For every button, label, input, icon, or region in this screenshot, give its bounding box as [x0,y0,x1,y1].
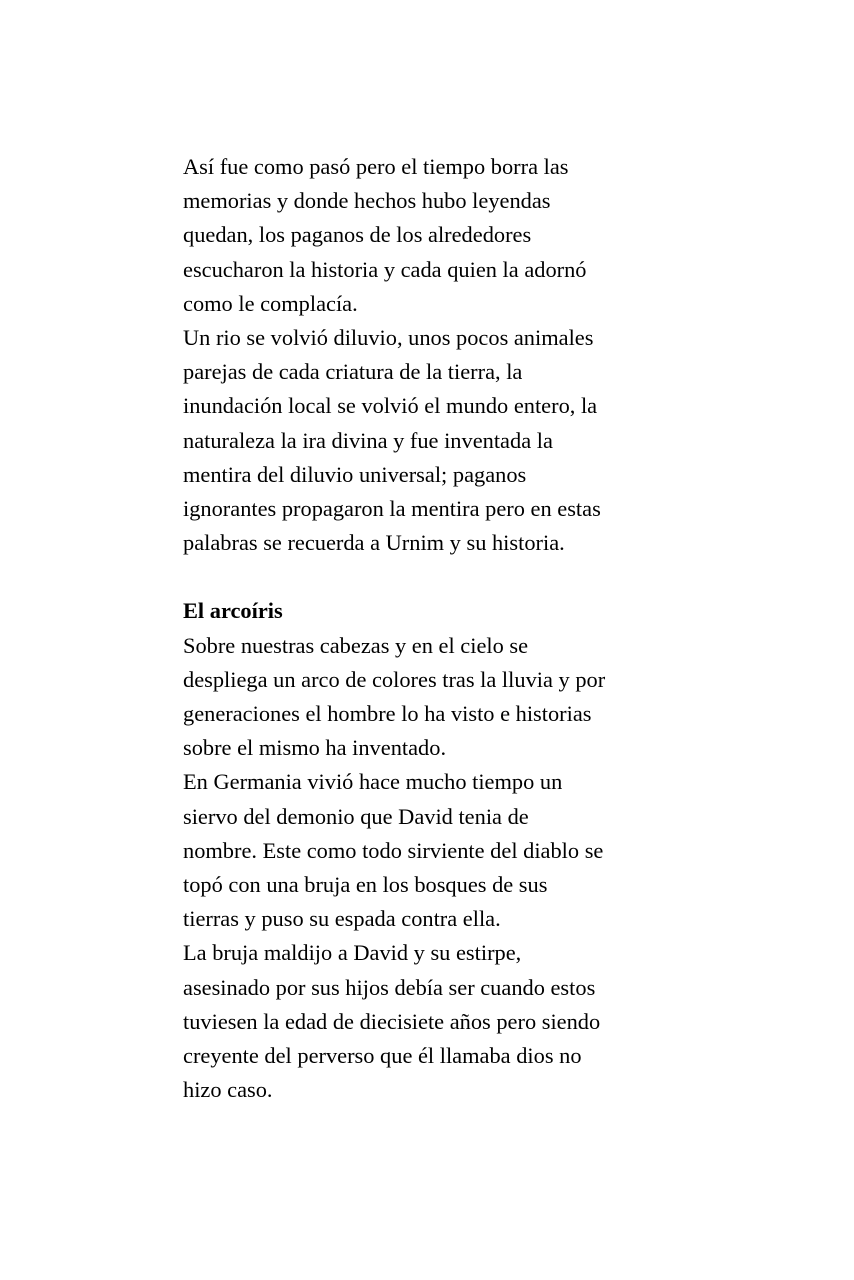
text-line: nombre. Este como todo sirviente del diablo se [183,837,604,863]
text-line: Un rio se volvió diluvio, unos pocos animales [183,324,594,350]
text-line: hizo caso. [183,1077,273,1103]
text-line: La bruja maldijo a David y su estirpe, [183,940,522,966]
text-line: Así fue como pasó pero el tiempo borra las [183,154,569,179]
text-line: sobre el mismo ha inventado. [183,735,447,761]
text-line: tuviesen la edad de diecisiete años pero siendo [183,1008,601,1034]
text-line: parejas de cada criatura de la tierra, la [183,359,523,385]
text-line: Sobre nuestras cabezas y en el cielo se [183,632,529,658]
text-line: palabras se recuerda a Urnim y su historia. [183,530,565,556]
document-body [183,150,683,1107]
text-line: asesinado por sus hijos debía ser cuando estos [183,974,596,1000]
text-line: memorias y donde hechos hubo leyendas [183,188,551,214]
text-line: generaciones el hombre lo ha visto e historias [183,701,592,726]
text-line: mentira del diluvio universal; paganos [183,461,527,487]
text-line: quedan, los paganos de los alrededores [183,222,532,248]
text-line: escucharon la historia y cada quien la adornó [183,256,587,282]
text-line: inundación local se volvió el mundo entero, la [183,393,598,419]
text-line: naturaleza la ira divina y fue inventada la [183,427,553,453]
text-line: ignorantes propagaron la mentira pero en estas [183,495,601,521]
text-line: tierras y puso su espada contra ella. [183,906,501,932]
section-previous-story [183,150,683,560]
paragraph-spacer [183,560,683,594]
text-line: creyente del perverso que él llamaba dios no [183,1042,582,1068]
text-line: como le complacía. [183,290,358,316]
text-line: En Germania vivió hace mucho tiempo un [183,769,563,795]
text-line: topó con una bruja en los bosques de sus [183,871,548,897]
section-el-arcoiris [183,594,683,1107]
text-line: despliega un arco de colores tras la lluvia y por [183,666,606,692]
section-heading: El arcoíris [183,598,283,624]
text-line: siervo del demonio que David tenia de [183,803,529,829]
